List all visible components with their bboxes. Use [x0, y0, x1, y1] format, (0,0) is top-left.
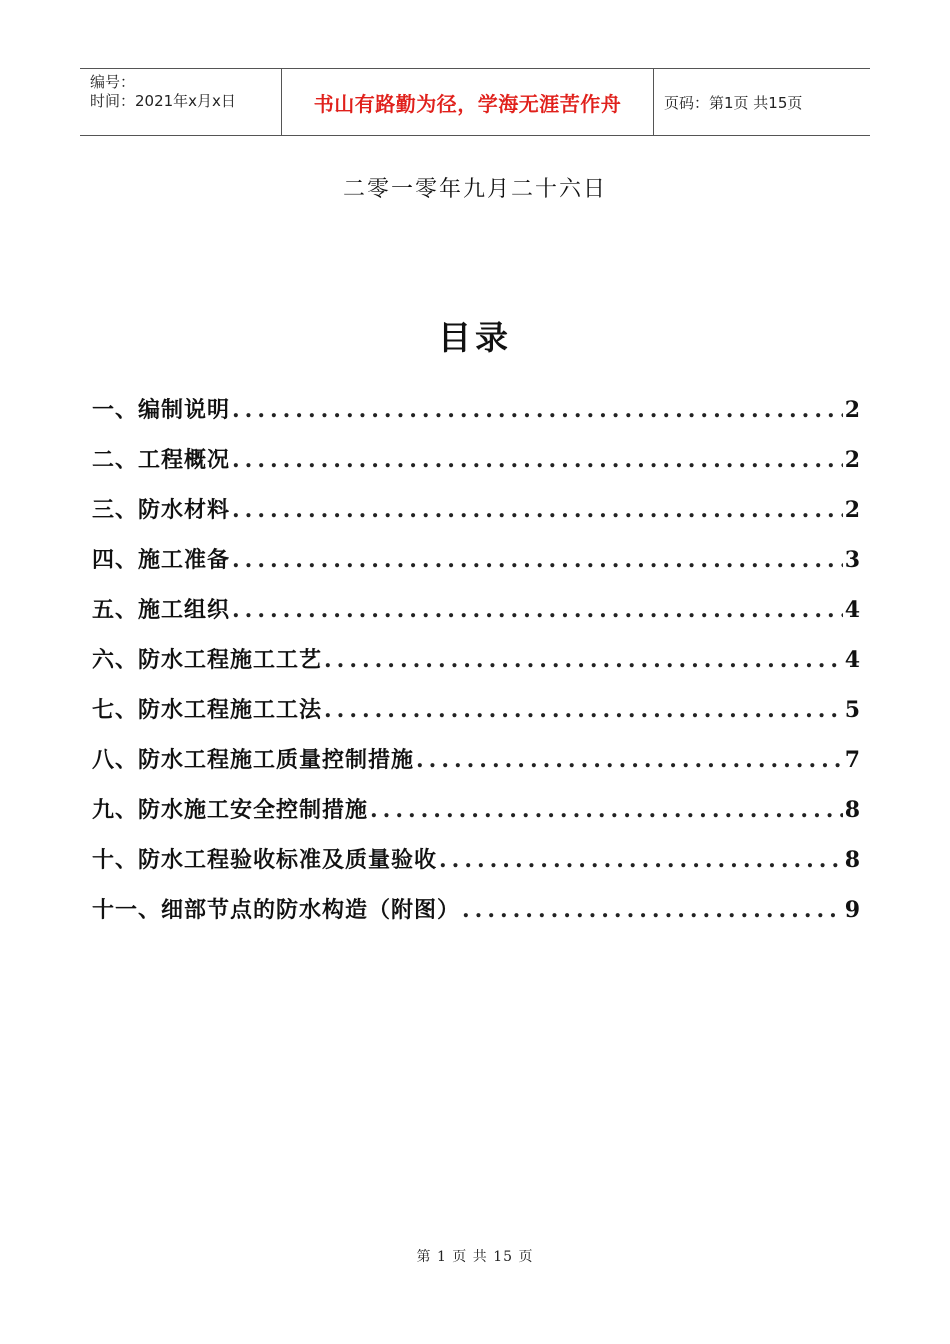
page-footer: 第 1 页 共 15 页 [416, 1249, 534, 1265]
toc-item-7[interactable] [92, 694, 860, 744]
toc-item-page: 9 [844, 897, 860, 923]
toc-item-8[interactable] [92, 744, 860, 794]
toc-item-page: 4 [844, 647, 860, 673]
toc-item-label: 一、编制说明 [92, 397, 231, 423]
toc-item-label: 四、施工准备 [92, 547, 231, 573]
toc-item-1[interactable] [92, 394, 860, 444]
toc-item-page: 4 [844, 597, 860, 623]
header-meta [80, 69, 282, 135]
header-page-info: 页码：第1页 共15页 [664, 93, 803, 112]
toc-item-label: 三、防水材料 [92, 497, 231, 523]
toc-item-10[interactable] [92, 844, 860, 894]
toc-item-label: 七、防水工程施工工法 [92, 697, 323, 723]
page-header [80, 68, 870, 136]
header-number-label: 编号： [90, 73, 136, 91]
toc-item-label: 二、工程概况 [92, 447, 231, 473]
toc-leader-dots [232, 444, 843, 476]
toc-item-6[interactable] [92, 644, 860, 694]
toc-item-page: 2 [844, 497, 860, 523]
toc-item-11[interactable] [92, 894, 860, 944]
toc-item-4[interactable] [92, 544, 860, 594]
toc-item-page: 7 [844, 747, 860, 773]
toc-leader-dots [439, 844, 843, 876]
toc-item-2[interactable] [92, 444, 860, 494]
toc-leader-dots [462, 894, 843, 926]
toc-item-label: 九、防水施工安全控制措施 [92, 797, 369, 823]
toc-leader-dots [324, 694, 843, 726]
toc-leader-dots [232, 494, 843, 526]
toc-item-label: 五、施工组织 [92, 597, 231, 623]
toc-leader-dots [416, 744, 843, 776]
toc-item-page: 2 [844, 397, 860, 423]
toc-item-label: 八、防水工程施工质量控制措施 [92, 747, 415, 773]
toc-leader-dots [324, 644, 843, 676]
toc-leader-dots [232, 594, 843, 626]
toc-item-page: 5 [844, 697, 860, 723]
table-of-contents [92, 394, 860, 944]
toc-item-5[interactable] [92, 594, 860, 644]
toc-item-3[interactable] [92, 494, 860, 544]
toc-item-page: 2 [844, 447, 860, 473]
toc-item-label: 十、防水工程验收标准及质量验收 [92, 847, 438, 873]
toc-item-page: 8 [844, 847, 860, 873]
toc-leader-dots [370, 794, 843, 826]
header-motto: 书山有路勤为径，学海无涯苦作舟 [282, 69, 654, 135]
toc-leader-dots [232, 394, 843, 426]
toc-item-page: 8 [844, 797, 860, 823]
toc-leader-dots [232, 544, 843, 576]
toc-title: 目录 [438, 318, 512, 357]
header-time-label: 时间：2021年x月x日 [90, 92, 236, 110]
toc-item-page: 3 [844, 547, 860, 573]
toc-item-label: 六、防水工程施工工艺 [92, 647, 323, 673]
toc-item-label: 十一、细部节点的防水构造（附图） [92, 897, 461, 923]
toc-item-9[interactable] [92, 794, 860, 844]
document-date: 二零一零年九月二十六日 [342, 177, 607, 202]
